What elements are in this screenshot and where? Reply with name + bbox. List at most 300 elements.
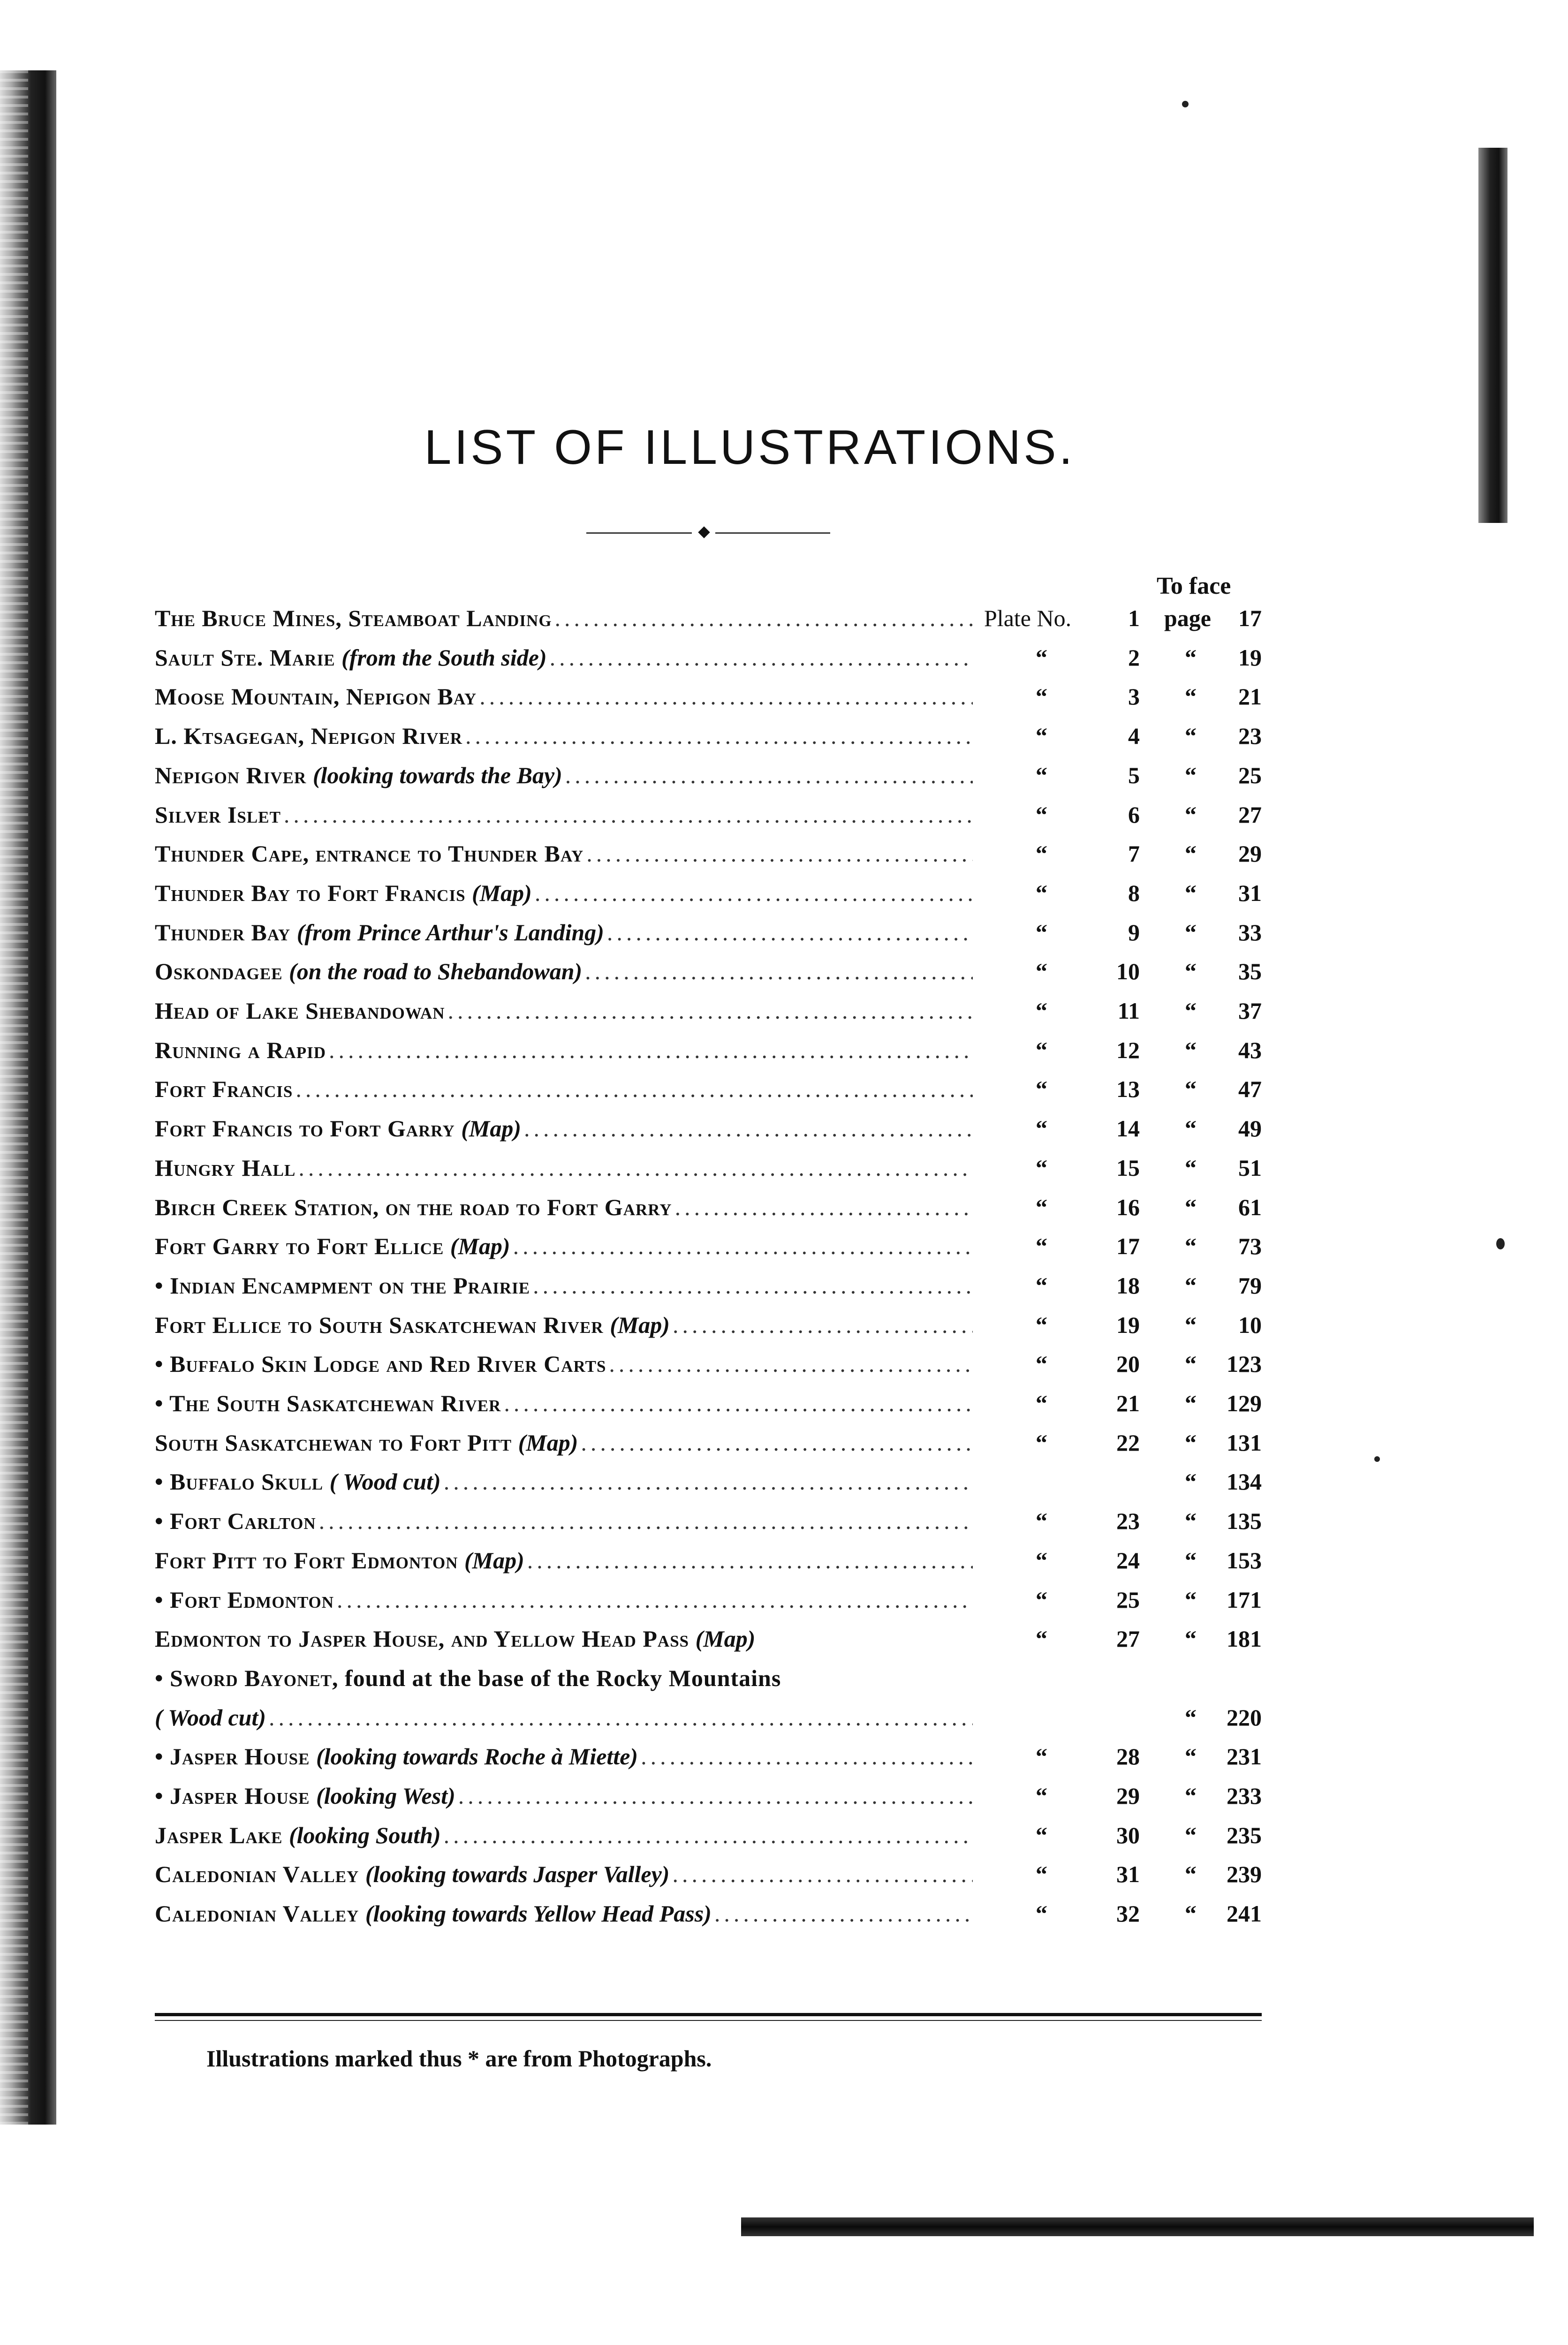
ditto-mark: “ [1036,874,1047,912]
illustration-title [155,1777,976,1815]
ditto-mark: “ [1185,1502,1197,1540]
title-main: Thunder Cape, entrance to Thunder Bay [155,840,583,867]
ditto-mark: “ [1185,1895,1197,1932]
page-number: 134 [1201,1463,1262,2345]
title-text [155,1502,316,1540]
ditto-mark: “ [1185,1188,1197,1226]
table-row [0,1895,1568,1932]
page-number: 19 [1201,639,1262,2345]
title-italic: ( Wood cut) [155,1704,266,1731]
table-row [0,639,1568,676]
page-number: 79 [1201,1267,1262,2345]
page-number: 33 [1201,914,1262,2345]
page-number: 181 [1201,1620,1262,2345]
title-text [155,1738,638,1775]
ditto-mark: “ [1185,717,1197,755]
title-italic: (Map) [518,1430,578,1456]
title-italic: ( Wood cut) [330,1468,441,1495]
illustration-title [155,1542,976,1579]
illustration-title [155,717,976,755]
plate-number: 32 [1079,1895,1140,1932]
title-main: Fort Francis to Fort Garry [155,1115,461,1142]
title-italic: (looking towards Yellow Head Pass) [365,1900,712,1927]
page-number: 241 [1201,1895,1262,2345]
title-text [155,639,547,676]
ditto-mark: “ [1036,1110,1047,1147]
illustration-title [155,1581,976,1619]
ditto-mark: “ [1036,992,1047,1029]
ditto-mark: “ [1185,1345,1197,1383]
plate-number: 30 [1079,1816,1140,1854]
title-italic: (Map) [610,1312,670,1338]
page-number: 73 [1201,1227,1262,2345]
title-italic: (looking towards the Bay) [313,762,562,788]
page-number: 135 [1201,1502,1262,2345]
ditto-mark: “ [1185,1227,1197,1265]
page-number: 27 [1201,796,1262,2345]
dot-leader [641,1738,973,1775]
table-row [0,1227,1568,1265]
illustration-title [155,1384,976,1422]
ditto-mark: “ [1185,678,1197,715]
table-row [0,1031,1568,1069]
title-italic: (Map) [696,1626,756,1652]
dot-leader [527,1542,973,1579]
plate-number: 17 [1079,1227,1140,1265]
title-text [155,835,583,872]
page-number: 153 [1201,1542,1262,2345]
ditto-mark: “ [1185,992,1197,1029]
plate-number: 31 [1079,1855,1140,1893]
ditto-mark: “ [1185,1855,1197,1893]
dot-leader [513,1227,973,1265]
table-row [0,1542,1568,1579]
title-main: L. Ktsagegan, Nepigon River [155,723,462,749]
page-number: 131 [1201,1424,1262,2345]
ditto-mark: “ [1185,1738,1197,1775]
table-row [0,1345,1568,1383]
illustration-title [155,992,976,1029]
plate-number: 10 [1079,953,1140,990]
dot-leader [444,1816,973,1854]
title-main: • Fort Edmonton [155,1587,334,1613]
table-row [0,1424,1568,1461]
title-italic: (looking towards Roche à Miette) [316,1743,638,1770]
dot-leader [581,1424,973,1461]
footnote: Illustrations marked thus * are from Photographs. [206,2045,712,2072]
illustration-title [155,1149,976,1187]
dot-leader [444,1463,973,1500]
page-number: 25 [1201,756,1262,2345]
dot-leader [550,639,973,676]
ditto-mark: “ [1036,1620,1047,1657]
title-text [155,796,281,833]
illustration-title [155,1345,976,1383]
table-row [0,1777,1568,1815]
page-title: LIST OF ILLUSTRATIONS. [0,420,1534,476]
title-main: Fort Garry to Fort Ellice [155,1233,450,1259]
title-text [155,1110,521,1147]
plate-number: 13 [1079,1070,1140,1108]
illustration-title [155,1895,976,1932]
illustration-title [155,796,976,833]
title-italic: (looking West) [316,1783,455,1809]
illustration-title [155,874,976,912]
ditto-mark: “ [1185,1110,1197,1147]
ditto-mark: “ [1185,756,1197,794]
ditto-mark: “ [1185,914,1197,951]
title-text [155,678,477,715]
title-main: Thunder Bay to Fort Francis [155,880,472,906]
title-text [155,1620,755,1657]
illustration-title [155,1855,976,1893]
table-row [0,678,1568,715]
ditto-mark: “ [1036,1149,1047,1187]
table-row [0,1502,1568,1540]
title-text [155,1227,510,1265]
title-main: Edmonton to Jasper House, and Yellow Head Pass [155,1626,696,1652]
header-to-face: To face [1157,572,1231,600]
plate-number: 9 [1079,914,1140,951]
table-row [0,1816,1568,1854]
title-text [155,1777,455,1815]
ditto-mark: “ [1185,1816,1197,1854]
title-main: Fort Pitt to Fort Edmonton [155,1547,464,1573]
title-main: Sault Ste. Marie [155,644,341,671]
title-text [155,1699,266,1736]
title-main: South Saskatchewan to Fort Pitt [155,1430,518,1456]
title-text [155,914,604,951]
scan-speck [1182,101,1189,107]
illustration-title [155,1620,976,1657]
dot-leader [295,1070,973,1108]
ditto-mark: “ [1036,953,1047,990]
page-number: 17 [1201,599,1262,2345]
table-row [0,992,1568,1029]
dot-leader [329,1031,973,1069]
plate-number: 11 [1079,992,1140,1029]
plate-number: 6 [1079,796,1140,833]
dot-leader [465,717,973,755]
page-number: 31 [1201,874,1262,2345]
ditto-mark: “ [1185,1581,1197,1619]
ditto-mark: “ [1036,1227,1047,1265]
plate-number: 20 [1079,1345,1140,1383]
ditto-mark: “ [1185,953,1197,990]
title-text [155,1895,712,1932]
title-main: • Buffalo Skull [155,1468,330,1495]
table-row [0,1306,1568,1344]
plate-number: 21 [1079,1384,1140,1422]
title-text [155,1267,530,1304]
illustration-title [155,639,976,676]
plate-number: 4 [1079,717,1140,755]
title-text [155,717,462,755]
table-row [0,1070,1568,1108]
plate-number: 19 [1079,1306,1140,1344]
ditto-mark: “ [1036,1581,1047,1619]
plate-number: 22 [1079,1424,1140,1461]
title-italic: (looking towards Jasper Valley) [365,1861,670,1887]
ditto-mark: “ [1185,1149,1197,1187]
table-row [0,599,1568,637]
page-number: 235 [1201,1816,1262,2345]
title-main: • Buffalo Skin Lodge and Red River Carts [155,1351,606,1377]
illustration-title [155,1031,976,1069]
title-text [155,1031,326,1069]
title-text [155,992,445,1029]
illustration-title [155,1070,976,1108]
plate-number: 28 [1079,1738,1140,1775]
title-main: The Bruce Mines, Steamboat Landing [155,605,552,631]
plate-number: 5 [1079,756,1140,794]
table-row [0,1463,1568,1500]
ditto-mark: “ [1185,835,1197,872]
ditto-mark: “ [1036,1777,1047,1815]
title-italic: (from the South side) [341,644,547,671]
title-ornament [586,528,830,537]
title-main: Silver Islet [155,802,281,828]
header-page: page [1164,599,1211,637]
plate-number: 15 [1079,1149,1140,1187]
dot-leader [535,874,973,912]
page-number: 233 [1201,1777,1262,2345]
plate-number: 8 [1079,874,1140,912]
ditto-mark: “ [1036,1542,1047,1579]
dot-leader [319,1502,973,1540]
dot-leader [586,835,973,872]
plate-number: 14 [1079,1110,1140,1147]
dot-leader [269,1699,973,1736]
dot-leader [675,1188,973,1226]
dot-leader [533,1267,973,1304]
ditto-mark: “ [1185,1384,1197,1422]
title-text [155,1384,501,1422]
ditto-mark: “ [1036,1738,1047,1775]
header-plate-no: Plate No. [984,599,1071,637]
title-main: Oskondagee [155,958,289,984]
table-row [0,835,1568,872]
title-main: Birch Creek Station, on the road to Fort Garry [155,1194,672,1220]
ditto-mark: “ [1036,678,1047,715]
table-row [0,1188,1568,1226]
illustration-title [155,835,976,872]
dot-leader [555,599,973,637]
dot-leader [448,992,973,1029]
title-text [155,1855,669,1893]
title-text [155,1149,295,1187]
ditto-mark: “ [1036,1816,1047,1854]
title-text [155,1659,781,1697]
illustration-title [155,678,976,715]
dot-leader [609,1345,973,1383]
illustration-title [155,1424,976,1461]
title-text [155,1816,441,1854]
ditto-mark: “ [1036,1384,1047,1422]
title-main: Caledonian Valley [155,1900,365,1927]
ditto-mark: “ [1036,717,1047,755]
dot-leader [673,1306,973,1344]
illustration-title [155,1463,976,1500]
page-number: 231 [1201,1738,1262,2345]
ditto-mark: “ [1036,639,1047,676]
dot-leader [524,1110,973,1147]
table-row [0,1267,1568,1304]
illustration-title [155,1699,976,1736]
table-row [0,874,1568,912]
table-row [0,717,1568,755]
dot-leader [337,1581,973,1619]
title-text [155,1345,606,1383]
title-main: Head of Lake Shebandowan [155,998,445,1024]
ditto-mark: “ [1185,1620,1197,1657]
title-italic: (from Prince Arthur's Landing) [297,919,604,946]
page-number: 35 [1201,953,1262,2345]
dot-leader [714,1895,973,1932]
ditto-mark: “ [1185,1777,1197,1815]
table-row [0,953,1568,990]
illustration-title [155,1306,976,1344]
title-text [155,1070,293,1108]
ditto-mark: “ [1036,756,1047,794]
ditto-mark: “ [1185,1267,1197,1304]
illustration-title [155,599,976,637]
table-row [0,1699,1568,1736]
ditto-mark: “ [1185,1699,1197,1736]
ditto-mark: “ [1185,1424,1197,1461]
ditto-mark: “ [1036,1188,1047,1226]
table-row [0,1855,1568,1893]
ditto-mark: “ [1036,1031,1047,1069]
title-italic: (Map) [472,880,532,906]
plate-number: 7 [1079,835,1140,872]
ditto-mark: “ [1185,796,1197,833]
ditto-mark: “ [1036,1502,1047,1540]
dot-leader [585,953,973,990]
page-number: 171 [1201,1581,1262,2345]
ditto-mark: “ [1036,1267,1047,1304]
title-main: Moose Mountain, Nepigon Bay [155,683,477,710]
page-number: 61 [1201,1188,1262,2345]
page-number: 123 [1201,1345,1262,2345]
title-text [155,1188,672,1226]
title-text [155,1463,441,1500]
dot-leader [284,796,973,833]
plate-number: 1 [1079,599,1140,637]
ditto-mark: “ [1185,1306,1197,1344]
plate-number: 2 [1079,639,1140,676]
ditto-mark: “ [1185,1070,1197,1108]
ditto-mark: “ [1185,639,1197,676]
page-number: 47 [1201,1070,1262,2345]
ditto-mark: “ [1036,1855,1047,1893]
illustration-title [155,1816,976,1854]
ditto-mark: “ [1185,1542,1197,1579]
illustration-title [155,1267,976,1304]
table-row [0,1620,1568,1657]
ditto-mark: “ [1036,914,1047,951]
title-main: Running a Rapid [155,1037,326,1063]
title-text [155,1542,524,1579]
title-italic: (on the road to Shebandowan) [289,958,582,984]
scan-bar-bottom [741,2217,1534,2236]
plate-number: 23 [1079,1502,1140,1540]
title-italic: (Map) [464,1547,524,1573]
ditto-mark: “ [1036,1895,1047,1932]
title-main: • The South Saskatchewan River [155,1390,501,1416]
footnote-rule [155,2013,1262,2021]
dot-leader [504,1384,973,1422]
ditto-mark: “ [1036,1070,1047,1108]
page-number: 37 [1201,992,1262,2345]
title-italic: (Map) [461,1115,521,1142]
ditto-mark: “ [1185,874,1197,912]
title-text [155,953,582,990]
title-italic: (Map) [450,1233,510,1259]
title-text [155,874,532,912]
page-number: 49 [1201,1110,1262,2345]
illustration-title [155,1502,976,1540]
table-row [0,1738,1568,1775]
ditto-mark: “ [1036,1424,1047,1461]
title-text [155,1306,670,1344]
page-number: 51 [1201,1149,1262,2345]
title-main: Thunder Bay [155,919,297,946]
plate-number: 16 [1079,1188,1140,1226]
plate-number: 27 [1079,1620,1140,1657]
title-main: Fort Ellice to South Saskatchewan River [155,1312,610,1338]
table-row [0,756,1568,794]
page-number: 29 [1201,835,1262,2345]
plate-number: 3 [1079,678,1140,715]
title-tail: found at the base of the Rocky Mountains [345,1665,781,1691]
title-main: Nepigon River [155,762,313,788]
table-row [0,1149,1568,1187]
page-number: 220 [1201,1699,1262,2345]
dot-leader [479,678,973,715]
dot-leader [458,1777,973,1815]
title-italic: (looking South) [289,1822,441,1848]
ditto-mark: “ [1036,1306,1047,1344]
dot-leader [672,1855,973,1893]
table-row [0,1659,1568,1697]
ditto-mark: “ [1185,1463,1197,1500]
table-row [0,1384,1568,1422]
title-main: Jasper Lake [155,1822,289,1848]
plate-number: 18 [1079,1267,1140,1304]
ditto-mark: “ [1185,1031,1197,1069]
plate-number: 29 [1079,1777,1140,1815]
plate-number: 25 [1079,1581,1140,1619]
title-text [155,756,562,794]
table-row [0,914,1568,951]
title-main: • Fort Carlton [155,1508,316,1534]
page-number: 43 [1201,1031,1262,2345]
plate-number: 24 [1079,1542,1140,1579]
dot-leader [565,756,973,794]
table-row [0,1581,1568,1619]
illustration-title [155,914,976,951]
title-text [155,1424,578,1461]
page-number: 129 [1201,1384,1262,2345]
title-text [155,1581,334,1619]
illustration-title [155,1227,976,1265]
title-main: Hungry Hall [155,1155,295,1181]
page-number: 21 [1201,678,1262,2345]
title-main: • Indian Encampment on the Prairie [155,1272,530,1299]
ditto-mark: “ [1036,835,1047,872]
page-number: 23 [1201,717,1262,2345]
